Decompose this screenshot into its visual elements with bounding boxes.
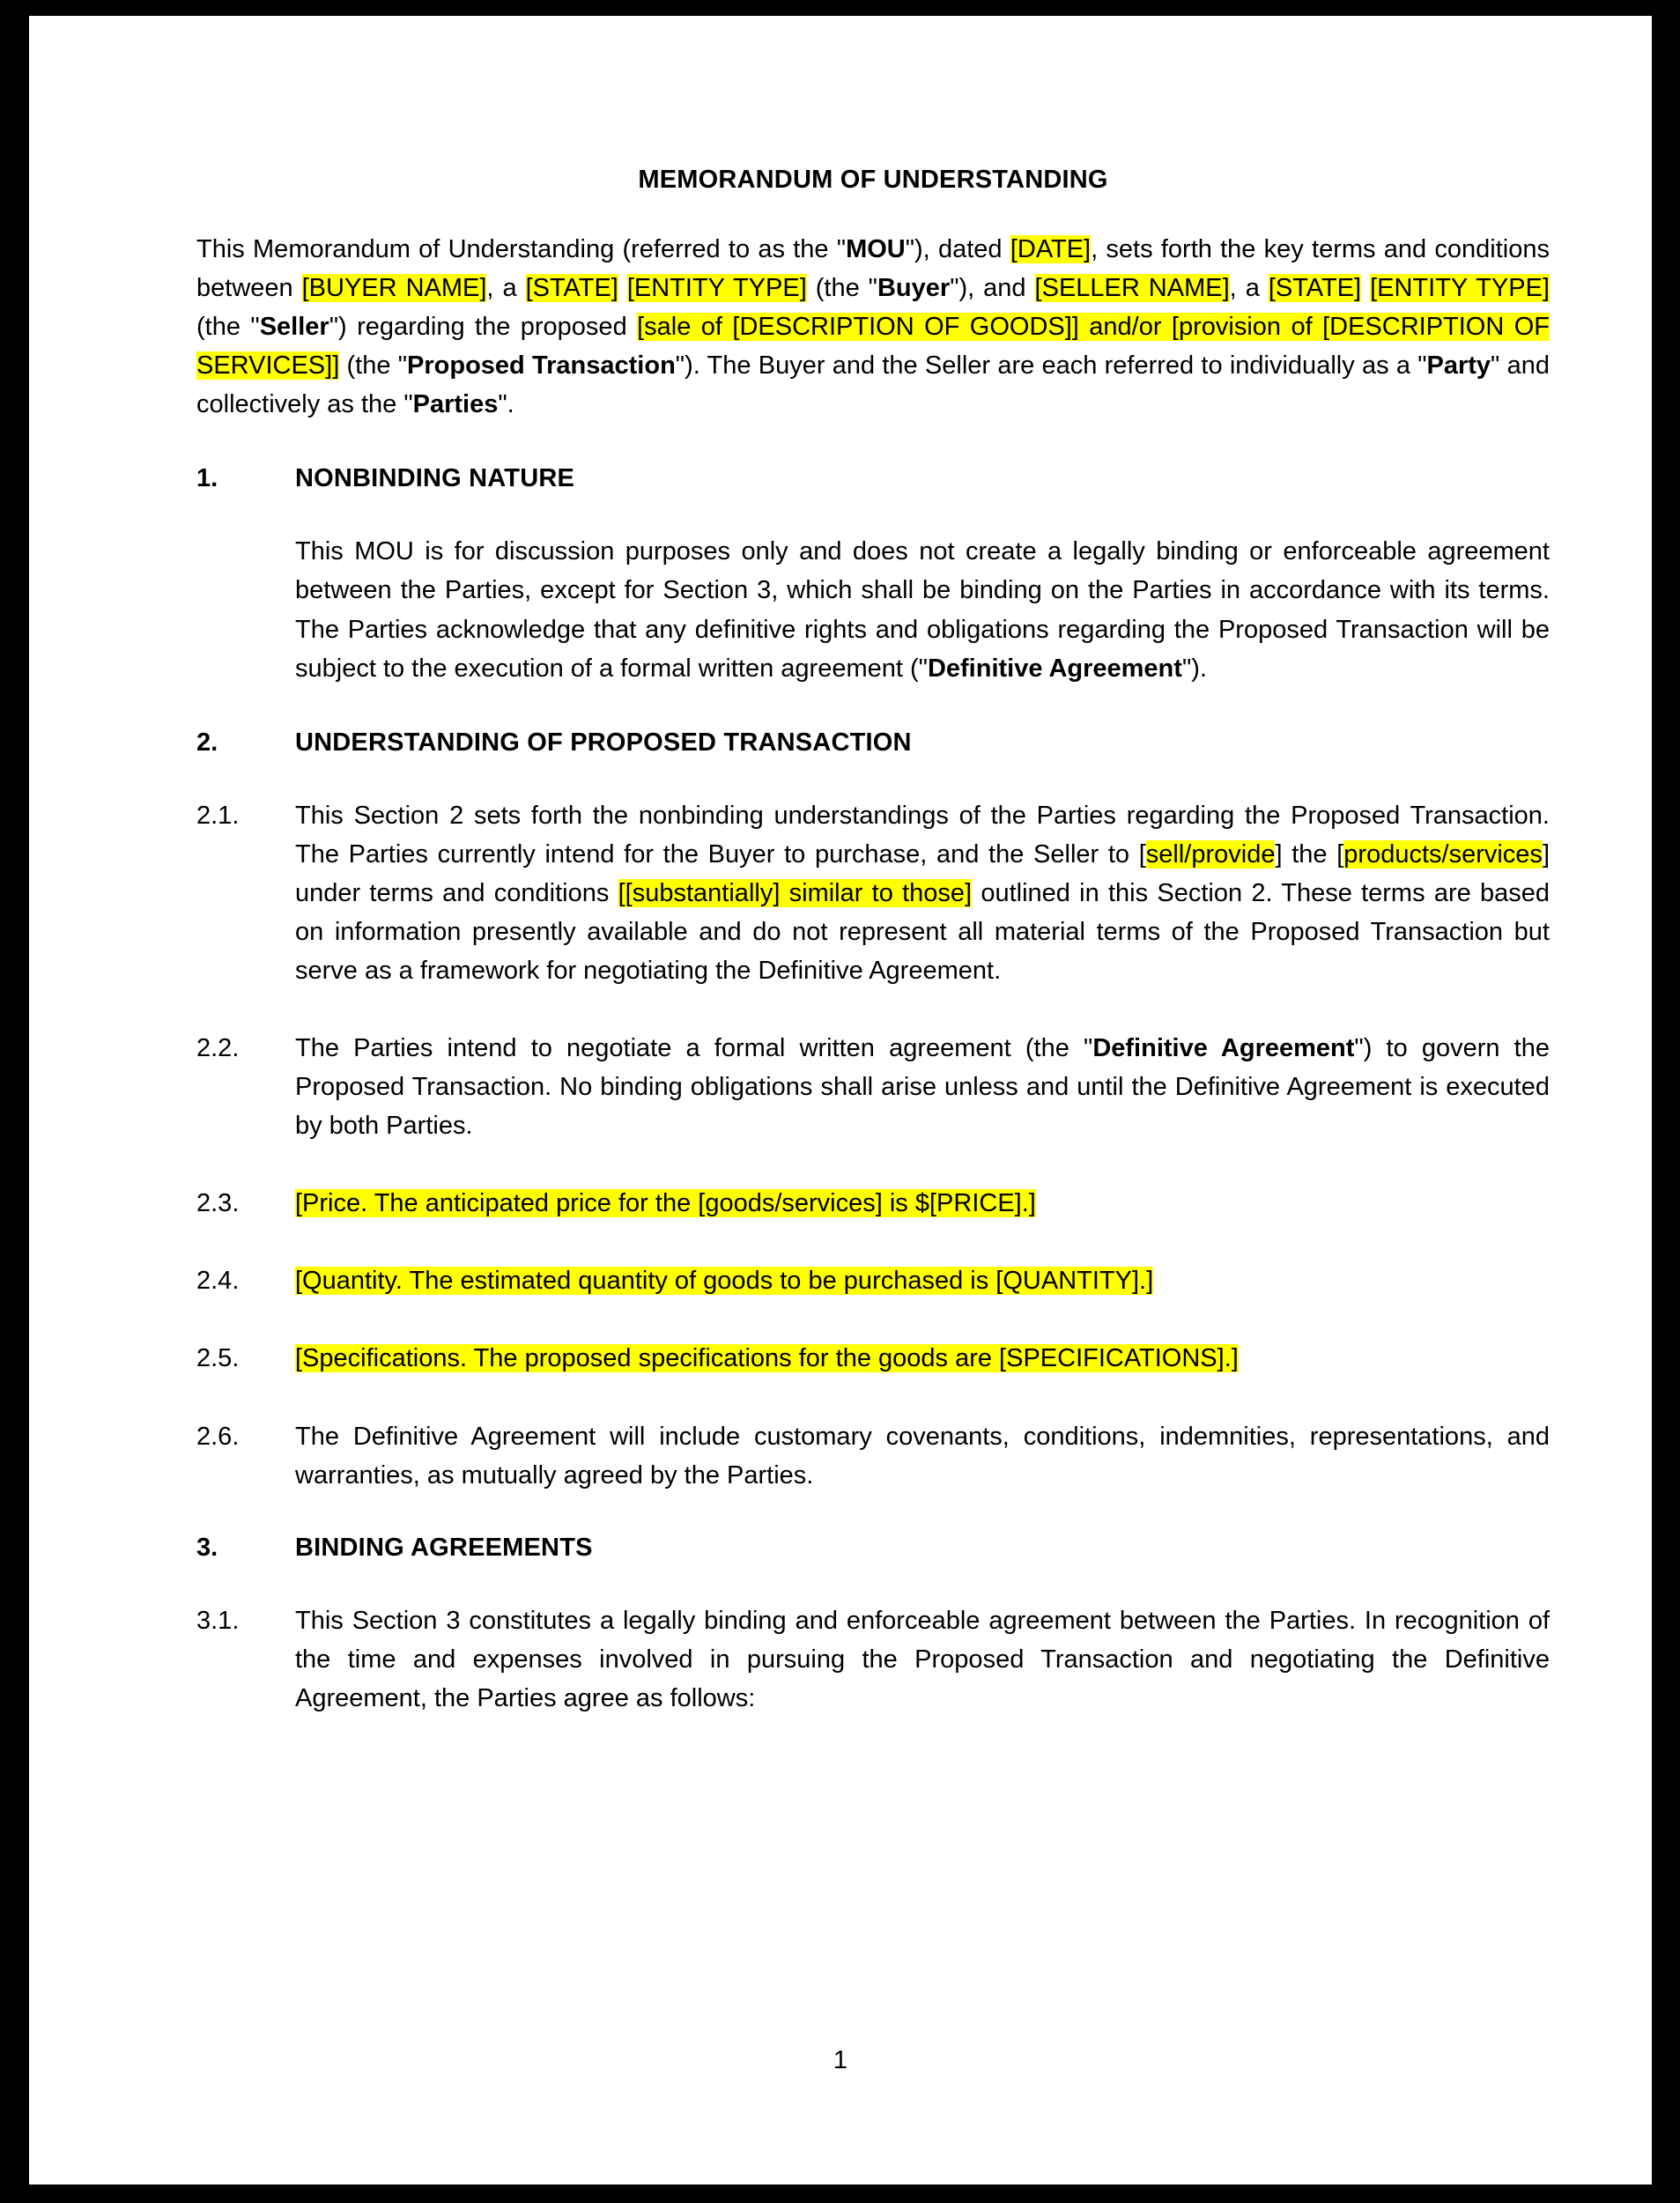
clause-number-2-4: 2.4. — [196, 1267, 240, 1296]
clause-2-1 — [196, 796, 1550, 990]
section-heading-2 — [196, 728, 1550, 758]
section-number-2: 2. — [196, 728, 218, 757]
section-number-3: 3. — [196, 1533, 218, 1562]
section-1-term-definitive-agreement: Definitive Agreement — [927, 654, 1182, 683]
intro-text-4: , a — [486, 274, 526, 303]
placeholder-buyer-name: [BUYER NAME] — [301, 274, 487, 303]
intro-text-5 — [618, 274, 627, 302]
intro-term-buyer: Buyer — [877, 274, 951, 303]
placeholder-seller-entity-type: [ENTITY TYPE] — [1370, 274, 1550, 303]
intro-text-8: , a — [1229, 274, 1269, 303]
clause-body-2-6 — [295, 1417, 1550, 1495]
intro-term-seller: Seller — [259, 313, 329, 342]
clause-2-5 — [196, 1339, 1550, 1378]
clause-number-2-5: 2.5. — [196, 1344, 240, 1373]
section-1-body — [295, 532, 1550, 687]
intro-text-3: , sets forth the key terms and conditions between — [196, 235, 1550, 303]
placeholder-transaction-description: [sale of [DESCRIPTION OF GOODS]] and/or [provision of [DESCRIPTION OF SERVICES]] — [196, 313, 1550, 381]
intro-text-6: (the " — [806, 274, 877, 303]
intro-text-7: "), and — [950, 274, 1035, 303]
clause-body-2-1 — [295, 796, 1550, 990]
document-content — [196, 166, 1550, 1756]
clause-body-2-5 — [295, 1339, 1550, 1378]
clause-2-3-paragraph — [295, 1184, 1550, 1223]
document-page — [29, 16, 1652, 2185]
clause-number-2-6: 2.6. — [196, 1422, 240, 1451]
placeholder-date: [DATE] — [1010, 235, 1092, 263]
placeholder-sell-provide: sell/provide — [1145, 839, 1276, 869]
intro-term-proposed-transaction: Proposed Transaction — [407, 351, 676, 381]
placeholder-buyer-state: [STATE] — [525, 274, 618, 303]
clause-2-1-text-3: ] under terms and conditions — [295, 839, 1550, 907]
clause-body-2-3 — [295, 1184, 1550, 1223]
clause-2-3 — [196, 1184, 1550, 1223]
section-1-paragraph — [295, 532, 1550, 687]
clause-2-2-term-definitive-agreement: Definitive Agreement — [1092, 1034, 1355, 1063]
clause-2-1-paragraph — [295, 796, 1550, 990]
placeholder-price-clause: [Price. The anticipated price for the [goods/services] is $[PRICE].] — [295, 1189, 1036, 1218]
intro-paragraph — [196, 230, 1550, 424]
document-title: MEMORANDUM OF UNDERSTANDING — [638, 166, 1108, 194]
clause-2-1-text-1: This Section 2 sets forth the nonbinding understandings of the Parties regarding the Proposed Transaction. The Parties currently intend for the Buyer to purchase, and the Seller to [ — [295, 801, 1550, 869]
clause-3-1 — [196, 1601, 1550, 1718]
clause-2-2-text-2: ") to govern the Proposed Transaction. No binding obligations shall arise unless and until the Definitive Agreement is executed by both Parties. — [295, 1034, 1550, 1141]
clause-body-2-2 — [295, 1029, 1550, 1145]
clause-2-6 — [196, 1417, 1550, 1495]
intro-term-parties: Parties — [412, 390, 499, 419]
intro-term-mou: MOU — [846, 235, 906, 263]
section-1-text-1: This MOU is for discussion purposes only and does not create a legally binding or enforceable agreement between the Parties, except for Section 3, which shall be binding on the Parties in accordance with its terms. The Parties acknowledge that any definitive rights and obligations regarding the Proposed Transaction will be subject to the execution of a formal written agreement (" — [295, 537, 1550, 683]
intro-text-1: This Memorandum of Understanding (referred to as the " — [196, 235, 847, 263]
intro-text-15: ". — [498, 390, 514, 419]
section-title-3: BINDING AGREEMENTS — [295, 1533, 593, 1562]
clause-number-2-3: 2.3. — [196, 1189, 240, 1218]
placeholder-products-services: products/services — [1343, 839, 1543, 869]
intro-text-2: "), dated — [905, 235, 1010, 263]
section-title-2: UNDERSTANDING OF PROPOSED TRANSACTION — [295, 728, 912, 757]
placeholder-seller-name: [SELLER NAME] — [1034, 274, 1230, 303]
placeholder-seller-state: [STATE] — [1268, 274, 1362, 303]
intro-text-10: (the " — [196, 313, 260, 342]
placeholder-quantity-clause: [Quantity. The estimated quantity of goods to be purchased is [QUANTITY].] — [295, 1267, 1154, 1296]
clause-2-5-paragraph — [295, 1339, 1550, 1378]
section-heading-3 — [196, 1534, 1550, 1563]
intro-text-14: " and collectively as the " — [196, 351, 1550, 419]
placeholder-substantially-similar: [[substantially] similar to those] — [618, 878, 973, 907]
clause-number-2-2: 2.2. — [196, 1034, 240, 1063]
clause-2-1-text-2: ] the [ — [1275, 839, 1344, 869]
intro-text-9 — [1361, 274, 1370, 302]
section-number-1: 1. — [196, 464, 218, 493]
intro-text-13: "). The Buyer and the Seller are each referred to individually as a " — [675, 351, 1427, 381]
section-1-text-2: "). — [1181, 654, 1207, 683]
clause-2-2-text-1: The Parties intend to negotiate a formal written agreement (the " — [295, 1034, 1093, 1063]
clause-3-1-paragraph: This Section 3 constitutes a legally binding and enforceable agreement between the Parties. In recognition of the time and expenses involved in pursuing the Proposed Transaction and negotiating the Definitive Agreement, the Parties agree as follows: — [295, 1606, 1550, 1712]
clause-number-3-1: 3.1. — [196, 1606, 240, 1635]
section-title-1: NONBINDING NATURE — [295, 464, 575, 493]
page-number: 1 — [833, 2046, 848, 2074]
intro-term-party: Party — [1426, 351, 1491, 381]
intro-text-11: ") regarding the proposed — [329, 313, 638, 342]
clause-2-2-paragraph — [295, 1029, 1550, 1145]
clause-body-2-4 — [295, 1261, 1550, 1300]
clause-2-1-text-4: outlined in this Section 2. These terms are based on information presently available and do not represent all material terms of the Proposed Transaction but serve as a framework for negotiating the Definitive Agreement. — [295, 878, 1550, 986]
placeholder-buyer-entity-type: [ENTITY TYPE] — [626, 274, 807, 303]
clause-2-2 — [196, 1029, 1550, 1145]
clause-2-6-paragraph: The Definitive Agreement will include customary covenants, conditions, indemnities, representations, and warranties, as mutually agreed by the Parties. — [295, 1422, 1550, 1490]
clause-2-4 — [196, 1261, 1550, 1300]
placeholder-specifications-clause: [Specifications. The proposed specifications for the goods are [SPECIFICATIONS].] — [295, 1344, 1239, 1373]
intro-text-12: (the " — [339, 351, 408, 381]
clause-number-2-1: 2.1. — [196, 801, 240, 830]
section-heading-1 — [196, 464, 1550, 493]
clause-body-3-1 — [295, 1601, 1550, 1718]
clause-2-4-paragraph — [295, 1261, 1550, 1300]
